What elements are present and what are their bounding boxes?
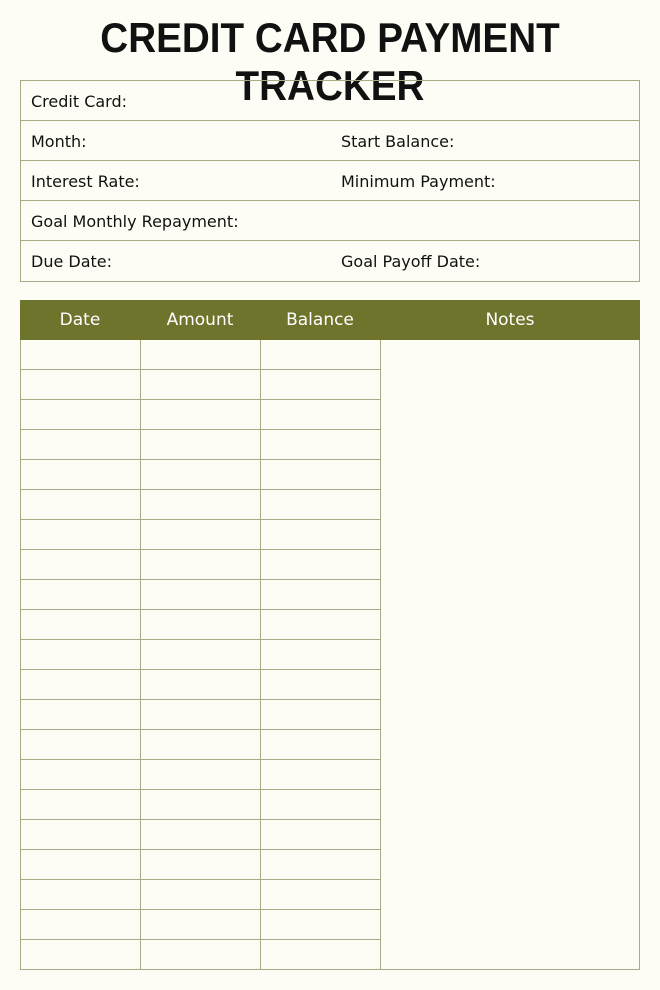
table-cell-balance[interactable] [261,610,381,640]
table-cell-amount[interactable] [141,700,261,730]
table-cell-balance[interactable] [261,580,381,610]
table-cell-balance[interactable] [261,940,381,970]
table-cell-date[interactable] [21,340,141,370]
table-cell-amount[interactable] [141,610,261,640]
table-cell-amount[interactable] [141,850,261,880]
table-cell-balance[interactable] [261,730,381,760]
start-balance-field[interactable]: Start Balance: [341,132,455,151]
table-cell-amount[interactable] [141,490,261,520]
table-cell-amount[interactable] [141,820,261,850]
table-cell-amount[interactable] [141,370,261,400]
notes-area[interactable] [382,340,639,969]
table-cell-date[interactable] [21,790,141,820]
table-cell-amount[interactable] [141,580,261,610]
table-cell-date[interactable] [21,670,141,700]
table-cell-amount[interactable] [141,400,261,430]
table-cell-date[interactable] [21,850,141,880]
info-row-interest [21,161,639,201]
table-cell-amount[interactable] [141,640,261,670]
table-cell-balance[interactable] [261,340,381,370]
table-cell-balance[interactable] [261,430,381,460]
table-cell-amount[interactable] [141,340,261,370]
goal-payoff-date-field[interactable]: Goal Payoff Date: [341,252,481,271]
table-cell-amount[interactable] [141,550,261,580]
page-title: CREDIT CARD PAYMENT TRACKER [100,14,560,109]
header-amount: Amount [166,310,234,330]
table-cell-date[interactable] [21,490,141,520]
table-header [20,300,640,340]
table-cell-date[interactable] [21,550,141,580]
table-cell-date[interactable] [21,820,141,850]
table-cell-date[interactable] [21,640,141,670]
table-cell-date[interactable] [21,760,141,790]
info-row-month [21,121,639,161]
info-row-credit-card [21,81,639,121]
table-cell-date[interactable] [21,430,141,460]
table-cell-date[interactable] [21,460,141,490]
interest-rate-field[interactable]: Interest Rate: [31,172,140,191]
table-cell-date[interactable] [21,610,141,640]
table-body [20,340,640,970]
table-cell-balance[interactable] [261,370,381,400]
table-cell-amount[interactable] [141,910,261,940]
table-cell-date[interactable] [21,370,141,400]
table-cell-date[interactable] [21,910,141,940]
table-cell-balance[interactable] [261,850,381,880]
table-cell-date[interactable] [21,940,141,970]
minimum-payment-field[interactable]: Minimum Payment: [341,172,496,191]
info-row-goal [21,201,639,241]
table-cell-amount[interactable] [141,520,261,550]
info-row-due [21,241,639,281]
table-cell-date[interactable] [21,400,141,430]
table-cell-date[interactable] [21,880,141,910]
table-cell-balance[interactable] [261,910,381,940]
table-cell-amount[interactable] [141,670,261,700]
table-cell-balance[interactable] [261,640,381,670]
table-cell-date[interactable] [21,730,141,760]
table-cell-amount[interactable] [141,460,261,490]
table-cell-balance[interactable] [261,550,381,580]
table-cell-balance[interactable] [261,700,381,730]
info-section [20,80,640,282]
table-cell-balance[interactable] [261,790,381,820]
header-balance: Balance [286,310,354,330]
due-date-field[interactable]: Due Date: [31,252,113,271]
header-notes: Notes [485,310,535,330]
table-cell-balance[interactable] [261,490,381,520]
table-cell-amount[interactable] [141,790,261,820]
table-cell-date[interactable] [21,520,141,550]
credit-card-field[interactable]: Credit Card: [31,92,128,111]
table-cell-amount[interactable] [141,430,261,460]
table-cell-balance[interactable] [261,670,381,700]
table-cell-balance[interactable] [261,760,381,790]
payment-table [20,300,640,970]
table-cell-date[interactable] [21,700,141,730]
header-date: Date [59,310,101,330]
table-cell-amount[interactable] [141,940,261,970]
table-cell-date[interactable] [21,580,141,610]
table-cell-amount[interactable] [141,880,261,910]
month-field[interactable]: Month: [31,132,87,151]
table-cell-balance[interactable] [261,820,381,850]
table-cell-amount[interactable] [141,730,261,760]
table-cell-amount[interactable] [141,760,261,790]
table-cell-balance[interactable] [261,460,381,490]
table-cell-balance[interactable] [261,880,381,910]
table-cell-balance[interactable] [261,520,381,550]
table-cell-balance[interactable] [261,400,381,430]
goal-monthly-repayment-field[interactable]: Goal Monthly Repayment: [31,212,239,231]
